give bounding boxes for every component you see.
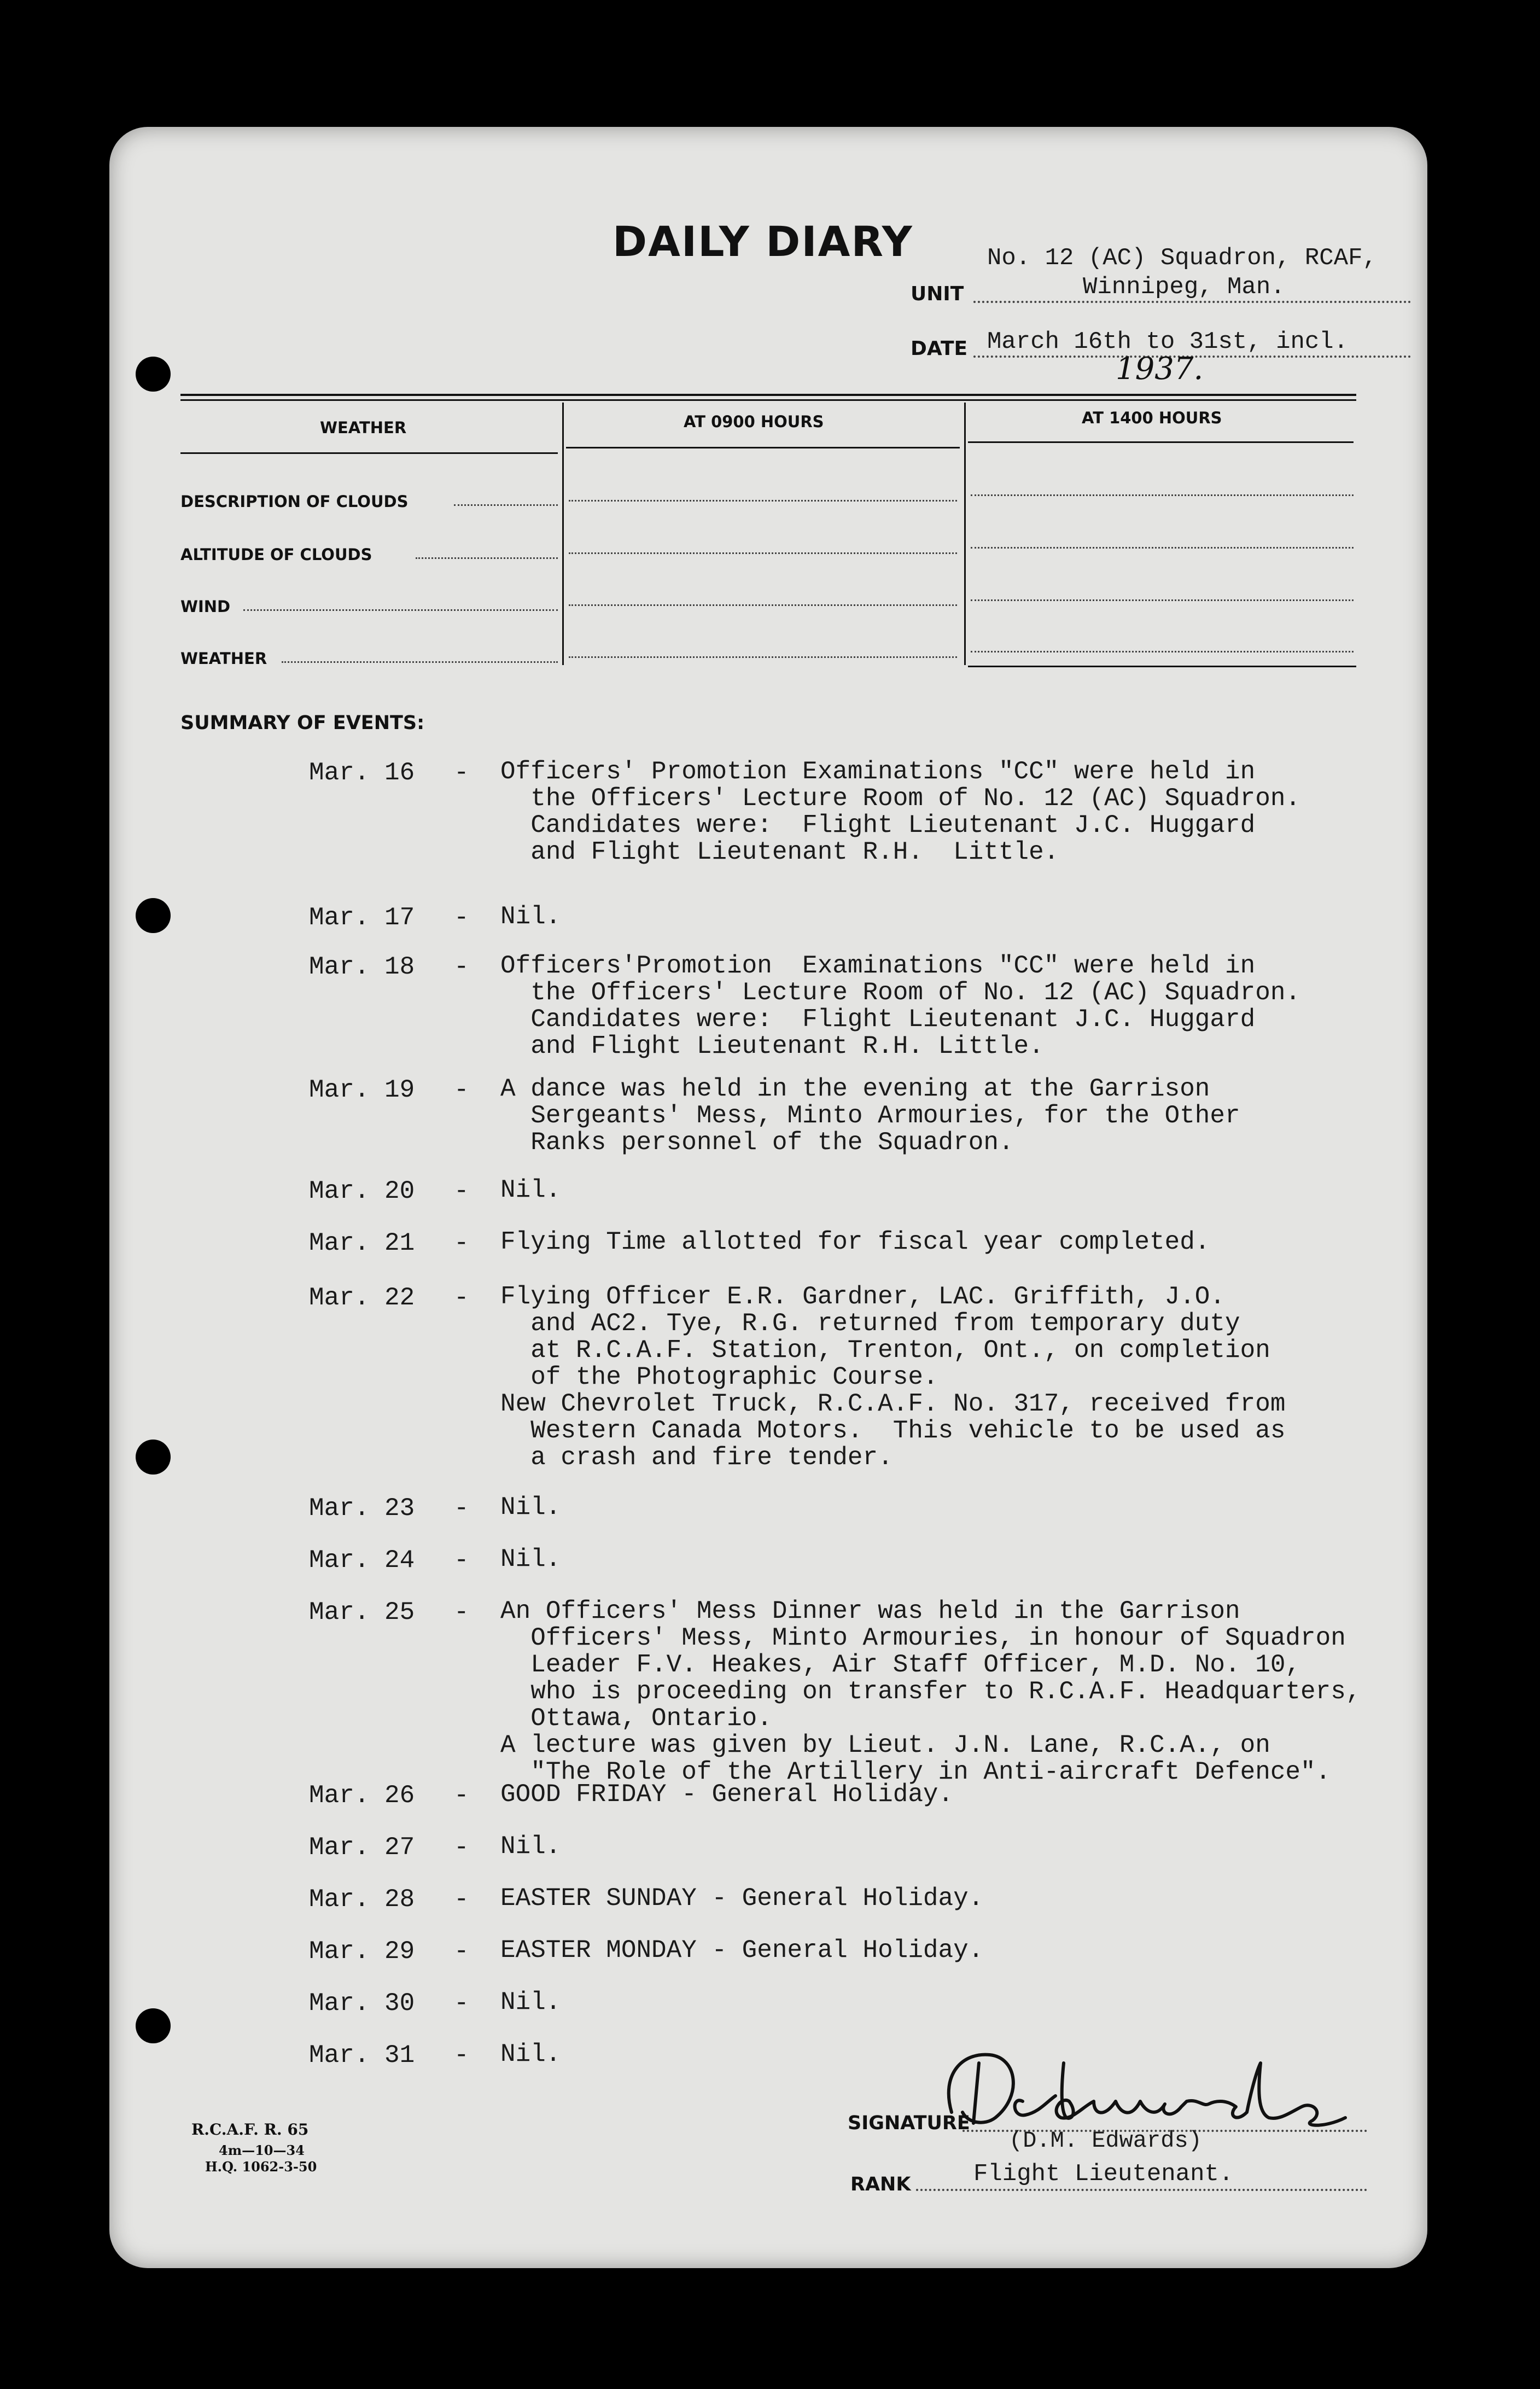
entry-text: An Officers' Mess Dinner was held in the Garrison Officers' Mess, Minto Armouries, in honour of Squadron Leader F.V. Heakes, Air Staff Officer, M.D. No. 10, who is proceeding on transfer to R.C.A.F. Headquarters, Ottawa, Ontario. A lecture was given by Lieut. J.N. Lane, R.C.A., on "The Role of the Artillery in Anti-aircraft Defence". [500,1597,1361,1786]
entry-dash: - [454,1229,469,1257]
entry-dash: - [454,1177,469,1205]
dotted-line [569,656,957,658]
entry-text: Nil. [500,2040,561,2068]
entry-dash: - [454,1546,469,1575]
entry-text: Nil. [500,1176,561,1204]
dotted-line [971,651,1354,652]
entry-text: A dance was held in the evening at the Garrison Sergeants' Mess, Minto Armouries, for the Other Ranks personnel of the Squadron. [500,1075,1240,1157]
col-1400: AT 1400 HOURS [1082,409,1222,427]
rank-label: RANK [850,2174,911,2195]
entry-dash: - [454,1885,469,1914]
entry-date: Mar. 19 [309,1076,415,1104]
entry-text: EASTER SUNDAY - General Holiday. [500,1884,984,1913]
entry-text: Nil. [500,1988,561,2017]
entry-date: Mar. 24 [309,1546,415,1575]
form-hq-code: H.Q. 1062-3-50 [205,2159,317,2175]
entry-dash: - [454,1781,469,1810]
dotted-line [282,661,558,663]
date-value: March 16th to 31st, incl. [987,328,1349,356]
entry-dash: - [454,2041,469,2070]
entry-text: GOOD FRIDAY - General Holiday. [500,1780,954,1809]
date-label: DATE [911,337,968,360]
entry-dash: - [454,1937,469,1966]
entry-text: Nil. [500,902,561,931]
entry-dash: - [454,1833,469,1862]
handwritten-signature [930,2030,1367,2151]
entry-date: Mar. 30 [309,1989,415,2018]
entry-dash: - [454,1598,469,1627]
entry-text: Flying Time allotted for fiscal year completed. [500,1228,1210,1256]
page-title: DAILY DIARY [612,217,913,266]
col-weather: WEATHER [320,418,407,437]
unit-dotted-line [973,301,1411,303]
table-top-rule [180,399,1356,401]
entry-date: Mar. 18 [309,953,415,981]
unit-line1: No. 12 (AC) Squadron, RCAF, [987,244,1377,272]
entry-text: Nil. [500,1545,561,1574]
entry-date: Mar. 16 [309,759,415,787]
entry-date: Mar. 28 [309,1885,415,1914]
entry-dash: - [454,759,469,787]
date-year: 1937. [1116,351,1204,387]
form-id: R.C.A.F. R. 65 [191,2120,309,2139]
entry-dash: - [454,1989,469,2018]
dotted-line [971,547,1354,549]
entry-date: Mar. 22 [309,1284,415,1312]
entry-date: Mar. 20 [309,1177,415,1205]
signature-name: (D.M. Edwards) [1009,2128,1202,2154]
entry-text: Flying Officer E.R. Gardner, LAC. Griffith, J.O. and AC2. Tye, R.G. returned from temporary duty at R.C.A.F. Station, Trenton, Ont., on completion of the Photographic Course. New Chevrolet Truck, R.C.A.F. No. 317, received from Western Canada Motors. This vehicle to be used as a crash and fire tender. [500,1283,1286,1472]
table-divider [562,403,564,665]
dotted-line [971,599,1354,601]
entry-text: Officers' Promotion Examinations "CC" were held in the Officers' Lecture Room of No. 12 (AC) Squadron. Candidates were: Flight Lieutenant J.C. Huggard and Flight Lieutenant R.H. Little. [500,758,1301,866]
punch-hole [136,2008,171,2043]
row-clouds-desc: DESCRIPTION OF CLOUDS [180,492,409,511]
col-0900: AT 0900 HOURS [684,412,824,431]
dotted-line [971,494,1354,496]
row-weather: WEATHER [180,649,267,668]
header-underline [180,452,558,454]
dotted-line [416,557,558,559]
diary-sheet [109,127,1427,2268]
entry-text: Nil. [500,1832,561,1861]
table-divider [964,403,966,665]
punch-hole [136,1440,171,1475]
signature-label: SIGNATURE [848,2112,970,2134]
entry-date: Mar. 27 [309,1833,415,1862]
punch-hole [136,357,171,392]
punch-hole [136,898,171,933]
form-print-code: 4m—10—34 [219,2142,305,2158]
entry-date: Mar. 31 [309,2041,415,2070]
entry-text: Nil. [500,1493,561,1522]
rank-value: Flight Lieutenant. [973,2160,1234,2188]
rank-line [916,2189,1367,2191]
row-wind: WIND [180,597,231,616]
unit-line2: Winnipeg, Man. [1083,273,1285,301]
entry-date: Mar. 23 [309,1494,415,1523]
entry-dash: - [454,904,469,932]
dotted-line [569,604,957,606]
unit-label: UNIT [911,283,964,305]
table-bottom-rule [968,666,1356,667]
entry-date: Mar. 25 [309,1598,415,1627]
entry-dash: - [454,1076,469,1104]
dotted-line [243,609,558,611]
entry-dash: - [454,953,469,981]
dotted-line [569,552,957,554]
entry-date: Mar. 29 [309,1937,415,1966]
table-top-rule [180,394,1356,396]
summary-label: SUMMARY OF EVENTS: [180,712,425,734]
entry-date: Mar. 17 [309,904,415,932]
header-underline [968,441,1354,443]
entry-date: Mar. 26 [309,1781,415,1810]
dotted-line [569,500,957,502]
entry-dash: - [454,1284,469,1312]
entry-text: Officers'Promotion Examinations "CC" were held in the Officers' Lecture Room of No. 12 (AC) Squadron. Candidates were: Flight Lieutenant J.C. Huggard and Flight Lieutenant R.H. Little. [500,952,1301,1061]
entry-date: Mar. 21 [309,1229,415,1257]
entry-dash: - [454,1494,469,1523]
header-underline [566,447,960,448]
entry-text: EASTER MONDAY - General Holiday. [500,1936,984,1965]
row-clouds-alt: ALTITUDE OF CLOUDS [180,545,372,564]
dotted-line [454,504,558,506]
